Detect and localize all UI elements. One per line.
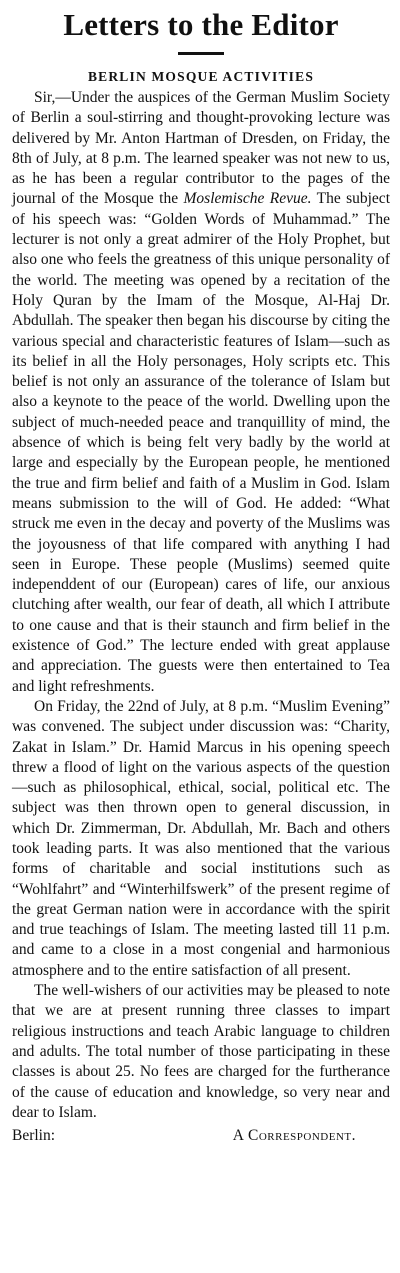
journal-name: Moslemische Revue. xyxy=(183,190,312,208)
signature: A Correspondent. xyxy=(232,1127,356,1145)
article-body xyxy=(12,88,390,1123)
paragraph-1-rest: The subject of his speech was: “Golden Words of Muhammad.” The lecturer is not only a great admirer of the Holy Prophet, but also one who feels the greatness of this unique personality of the world. The meeting was opened by a recitation of the Holy Quran by the Imam of the Mosque, Al-Haj Dr. Abdullah. The speaker then began his discourse by citing the various special and characteristic features of Islam—such as its belief in all the Holy personages, Holy scripts etc. This belief is not only an assurance of the tolerance of Islam but also a keynote to the peace of the world. Dwelling upon the subject of much-needed peace and tranquillity of mind, the absence of which is being felt very badly by the world at large and especially by the European people, he mentioned the true and firm belief and faith of a Muslim in God. Islam means submission to the will of God. He added: “What struck me even in the decay and poverty of the Muslims was the joyousness of that life compared with anything I had seen in Europe. These people (Muslims) seemed quite independdent of our (European) cares of life, our anxious clutching after wealth, our fear of death, all which I attribute to one cause and that is their staunch and firm belief in the existence of God.” The lecture ended with great applause and appreciation. The guests were then entertained to Tea and light refreshments. xyxy=(12,190,390,695)
article-heading: BERLIN MOSQUE ACTIVITIES xyxy=(87,69,315,84)
signoff xyxy=(12,1125,390,1147)
paragraph-2: On Friday, the 22nd of July, at 8 p.m. “Muslim Evening” was convened. The subject under discussion was: “Charity, Zakat in Islam.” Dr. Hamid Marcus in his opening speech threw a flood of light on the various aspects of the question—such as philosophical, ethical, social, political etc. The subject was then thrown open to general discussion, in which Dr. Zimmerman, Dr. Abdullah, Mr. Bach and others took leading parts. It was also mentioned that the various forms of charitable and social institutions such as “Wohlfahrt” and “Winterhilfswerk” of the present regime of the great German nation were in accordance with the spirit and true teachings of Islam. The meeting lasted till 11 p.m. and came to a close in a most congenial and harmonious atmosphere and to the entire satisfaction of all present. xyxy=(12,697,390,979)
paragraph-1 xyxy=(12,88,390,697)
title-divider xyxy=(178,52,224,55)
place-label: Berlin: xyxy=(12,1127,56,1145)
paragraph-1-start: Sir,—Under the auspices of the German Muslim Society of Berlin a soul-stirring and thought-provoking lecture was delivered by Mr. Anton Hartman of Dresden, on Friday, the 8th of July, at 8 p.m. The learned speaker was not new to us, as he has been a regular contributor to the pages of the journal of the Mosque the xyxy=(12,89,390,208)
paragraph-3: The well-wishers of our activities may be pleased to note that we are at present running three classes to impart religious instructions and teach Arabic language to children and adults. The total number of those participating in these classes is about 25. No fees are charged for the furtherance of the cause of education and knowledge, so very near and dear to Islam. xyxy=(12,982,390,1121)
page-title: Letters to the Editor xyxy=(63,7,339,42)
